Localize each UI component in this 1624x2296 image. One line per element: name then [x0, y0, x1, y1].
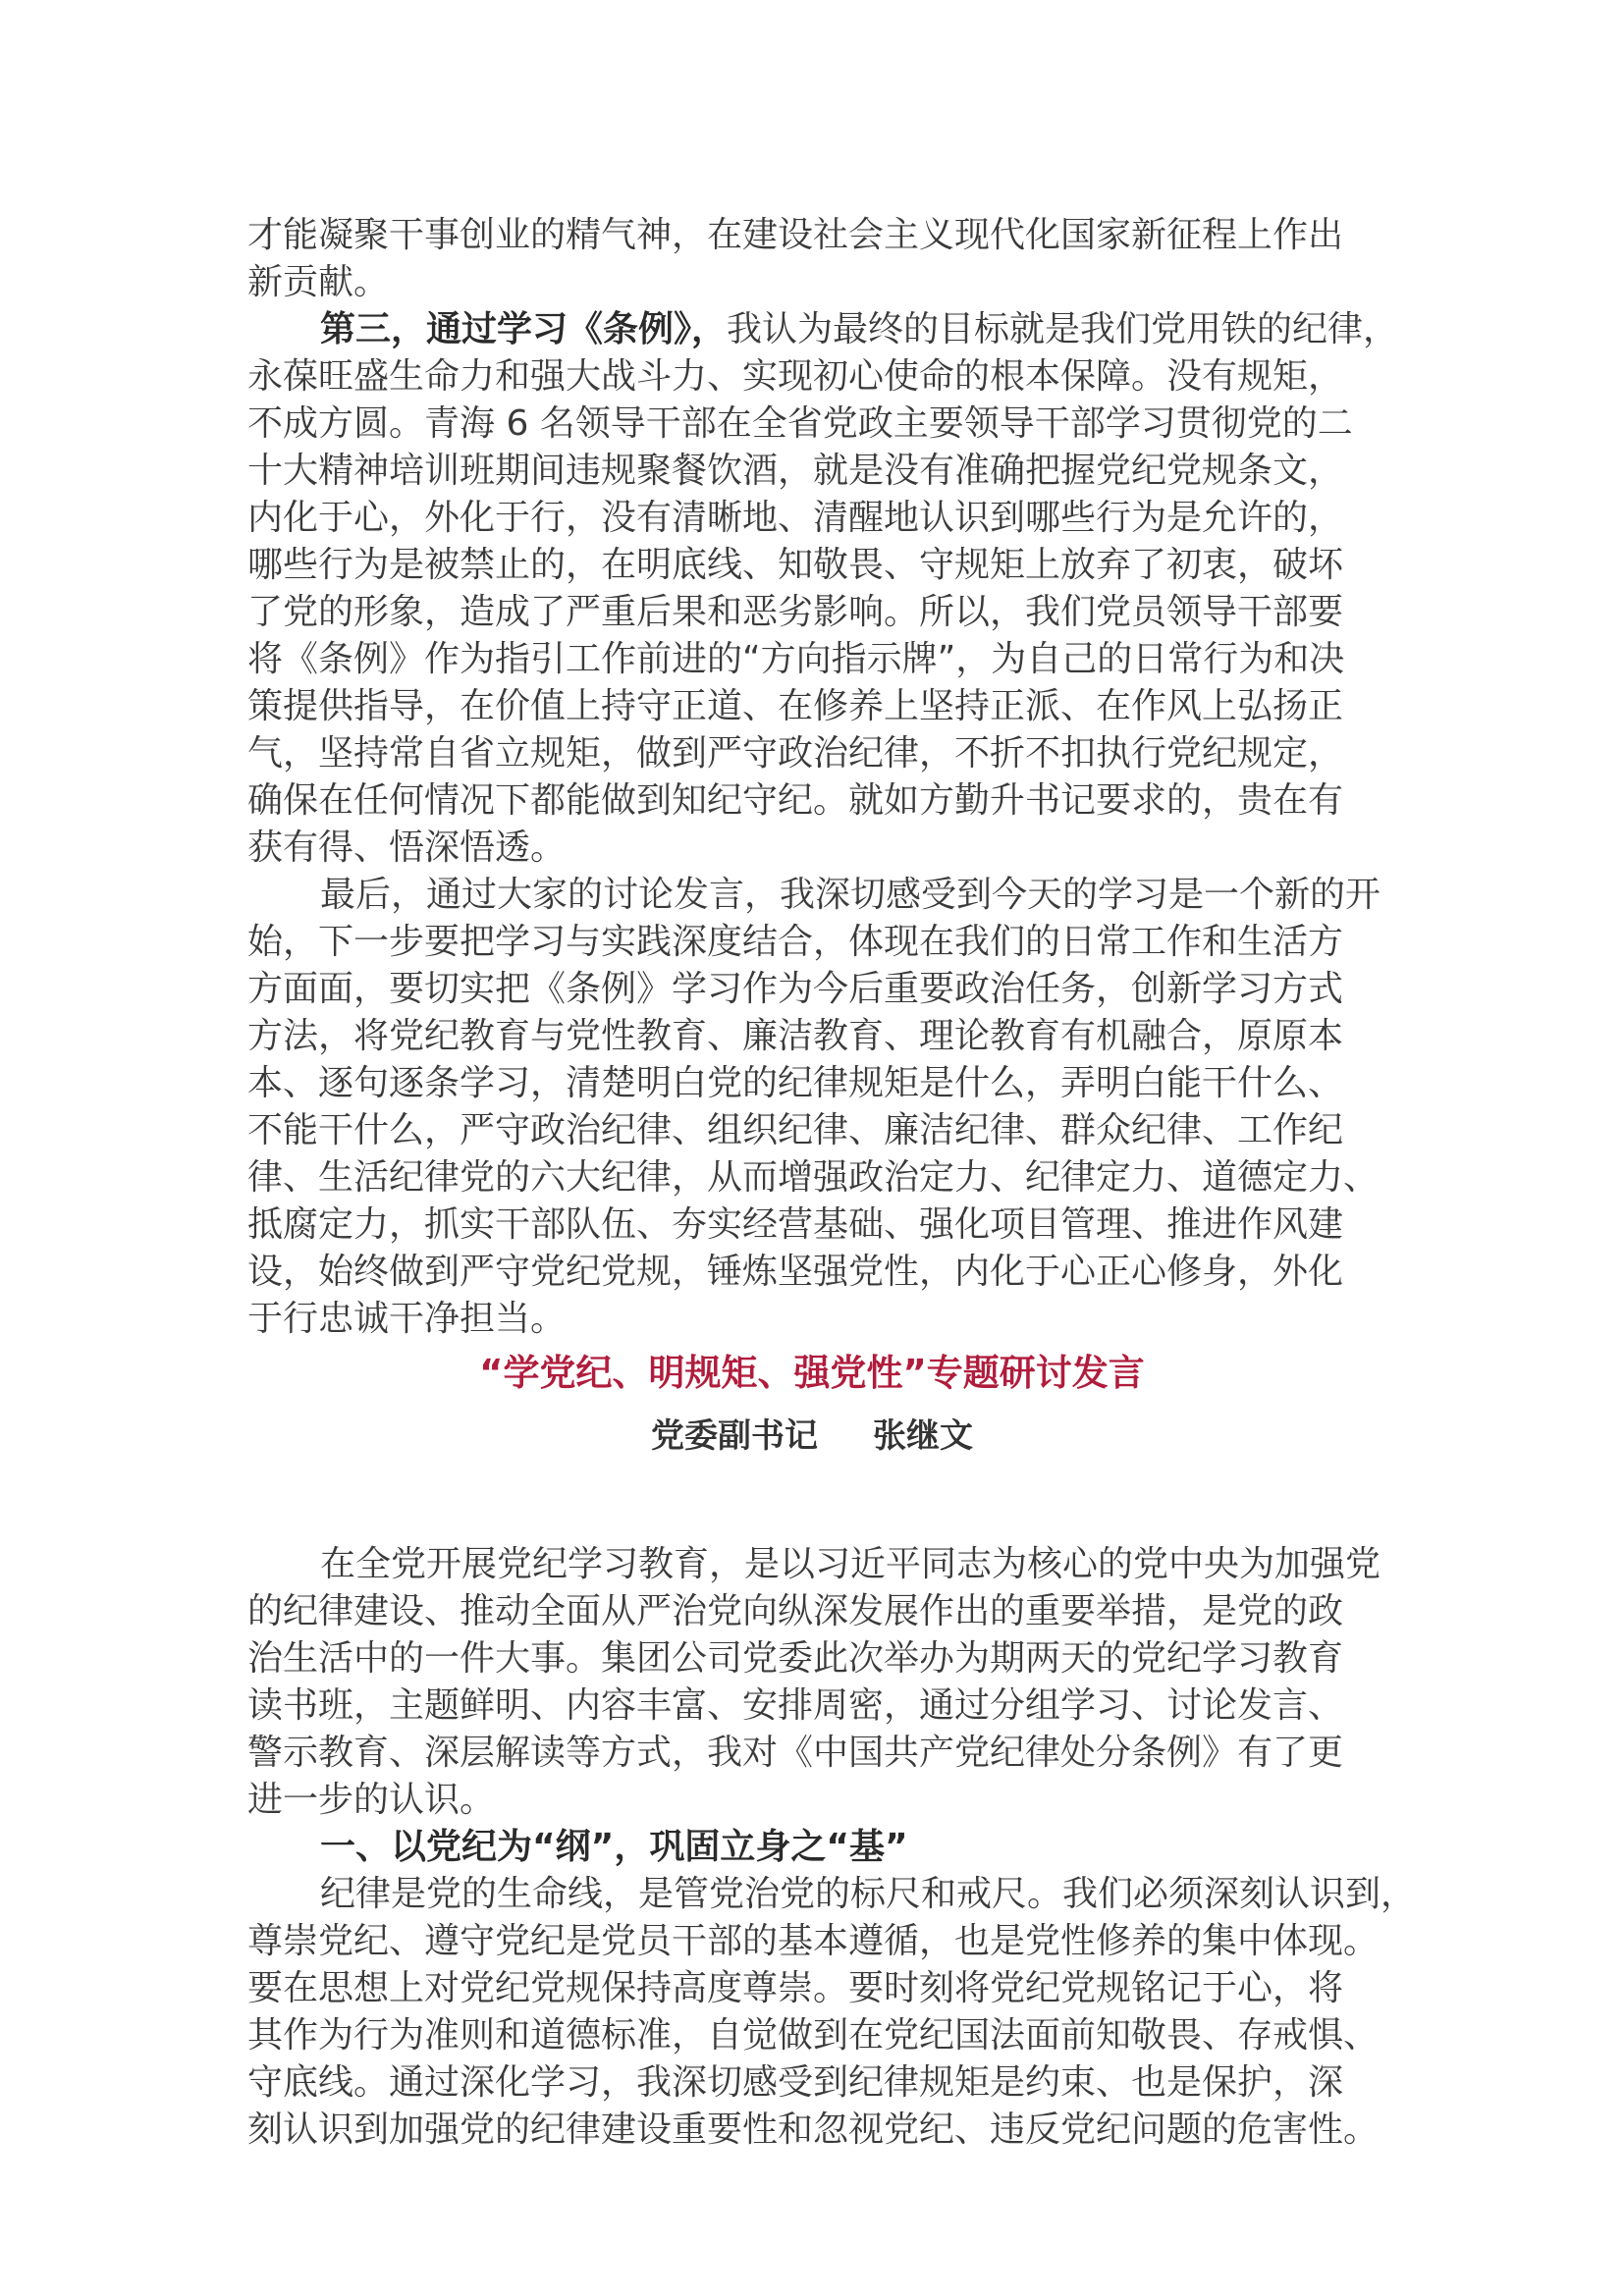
text-line: 不能干什么，严守政治纪律、组织纪律、廉洁纪律、群众纪律、工作纪	[247, 1110, 1344, 1150]
text-line: 守底线。通过深化学习，我深切感受到纪律规矩是约束、也是保护，深	[247, 2062, 1344, 2103]
text-line: 设，始终做到严守党纪党规，锤炼坚强党性，内化于心正心修身，外化	[247, 1252, 1344, 1292]
text-line: 内化于心，外化于行，没有清晰地、清醒地认识到哪些行为是允许的，	[247, 498, 1344, 538]
paragraph	[247, 872, 1416, 1343]
text-line: 警示教育、深层解读等方式，我对《中国共产党纪律处分条例》有了更	[247, 1733, 1344, 1773]
text-line: 方法，将党纪教育与党性教育、廉洁教育、理论教育有机融合，原原本	[247, 1016, 1344, 1056]
text-line: 于行忠诚干净担当。	[247, 1299, 567, 1339]
text-line: 始，下一步要把学习与实践深度结合，体现在我们的日常工作和生活方	[247, 922, 1344, 962]
text-line: 进一步的认识。	[247, 1780, 496, 1820]
section1-body	[247, 212, 1416, 1343]
text-line: 将《条例》作为指引工作前进的“方向指示牌”，为自己的日常行为和决	[247, 639, 1345, 679]
text-line: 最后，通过大家的讨论发言，我深切感受到今天的学习是一个新的开	[320, 875, 1381, 915]
text-line: 方面面，要切实把《条例》学习作为今后重要政治任务，创新学习方式	[247, 969, 1344, 1009]
text-line: 尊崇党纪、遵守党纪是党员干部的基本遵循，也是党性修养的集中体现。	[247, 1921, 1380, 1961]
speech-author	[0, 1410, 1624, 1463]
text-line: 第三，通过学习《条例》，我认为最终的目标就是我们党用铁的纪律，	[320, 309, 1399, 349]
text-line: 抵腐定力，抓实干部队伍、夯实经营基础、强化项目管理、推进作风建	[247, 1204, 1344, 1245]
section-heading: 一、以党纪为“纲”，巩固立身之“基”	[320, 1827, 908, 1867]
text-line: 刻认识到加强党的纪律建设重要性和忽视党纪、违反党纪问题的危害性。	[247, 2109, 1380, 2150]
text-line: 要在思想上对党纪党规保持高度尊崇。要时刻将党纪党规铭记于心，将	[247, 1968, 1344, 2008]
speech-title: “学党纪、明规矩、强党性”专题研讨发言	[479, 1352, 1145, 1394]
text-line: 哪些行为是被禁止的，在明底线、知敬畏、守规矩上放弃了初衷，破坏	[247, 545, 1344, 585]
text-line: 了党的形象，造成了严重后果和恶劣影响。所以，我们党员领导干部要	[247, 592, 1344, 632]
section2-body	[247, 1541, 1416, 2154]
text-line: 的纪律建设、推动全面从严治党向纵深发展作出的重要举措，是党的政	[247, 1591, 1344, 1631]
text-line: 气，坚持常自省立规矩，做到严守政治纪律，不折不扣执行党纪规定，	[247, 733, 1344, 774]
text-line: 十大精神培训班期间违规聚餐饮酒，就是没有准确把握党纪党规条文，	[247, 451, 1344, 491]
paragraph	[247, 1871, 1416, 2154]
paragraph	[247, 1541, 1416, 1824]
text-line: 确保在任何情况下都能做到知纪守纪。就如方勤升书记要求的，贵在有	[247, 780, 1344, 821]
text-line: 策提供指导，在价值上持守正道、在修养上坚持正派、在作风上弘扬正	[247, 686, 1344, 726]
author-name: 张继文	[873, 1416, 973, 1456]
bold-lead: 第三，通过学习《条例》，	[320, 309, 728, 349]
text-line: 其作为行为准则和道德标准，自觉做到在党纪国法面前知敬畏、存戒惧、	[247, 2015, 1380, 2056]
text-line: 读书班，主题鲜明、内容丰富、安排周密，通过分组学习、讨论发言、	[247, 1685, 1344, 1726]
text-line: 获有得、悟深悟透。	[247, 828, 567, 868]
text-line: 新贡献。	[247, 262, 390, 302]
paragraph	[247, 212, 1416, 306]
text-line: 永葆旺盛生命力和强大战斗力、实现初心使命的根本保障。没有规矩，	[247, 356, 1344, 397]
text-line: 纪律是党的生命线，是管党治党的标尺和戒尺。我们必须深刻认识到，	[320, 1874, 1417, 1914]
text-line: 律、生活纪律党的六大纪律，从而增强政治定力、纪律定力、道德定力、	[247, 1157, 1380, 1198]
author-role: 党委副书记	[651, 1416, 818, 1456]
text-line: 治生活中的一件大事。集团公司党委此次举办为期两天的党纪学习教育	[247, 1638, 1344, 1679]
text-line: 本、逐句逐条学习，清楚明白党的纪律规矩是什么，弄明白能干什么、	[247, 1063, 1344, 1103]
text-line: 才能凝聚干事创业的精气神，在建设社会主义现代化国家新征程上作出	[247, 215, 1344, 255]
text-line: 在全党开展党纪学习教育，是以习近平同志为核心的党中央为加强党	[320, 1544, 1381, 1584]
paragraph	[247, 306, 1416, 872]
text-line: 不成方圆。青海 6 名领导干部在全省党政主要领导干部学习贯彻党的二	[247, 403, 1353, 444]
